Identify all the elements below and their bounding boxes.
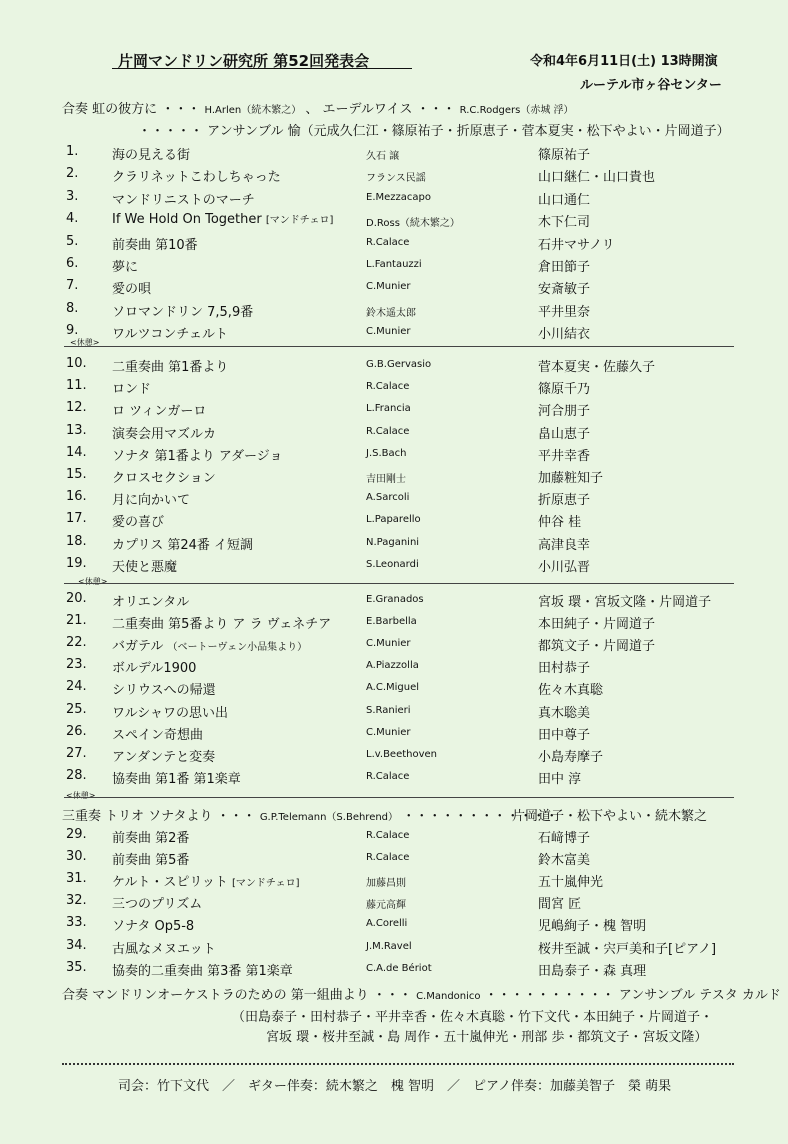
program-piece [112,960,293,979]
program-number: 14. [66,444,87,460]
program-performer: 田中 淳 [538,771,582,787]
program-performer: 木下仁司 [538,215,591,231]
program-row [0,166,788,188]
program-row [0,871,788,893]
piece-note: [マンドチェロ] [231,878,300,890]
program-number: 11. [66,378,87,394]
program-number: 12. [66,400,87,416]
program-number: 5. [66,233,79,249]
program-composer: E.Barbella [366,616,417,628]
piece-title: 海の見える街 [112,148,191,163]
program-piece [112,189,255,208]
piece-title: ソナタ Op5-8 [112,919,195,935]
program-number: 22. [66,635,87,651]
program-row [0,211,788,233]
program-composer: C.A.de Bériot [366,962,432,974]
ensemble-piece: マンドリンオーケストラのための 第一組曲より [92,988,369,1003]
piece-title: 三つのプリズム [112,897,203,913]
program-composer: C.Munier [366,638,411,650]
ensemble-piece: 虹の彼方に [92,102,158,117]
program-piece [112,489,190,508]
program-row [0,256,788,278]
program-row [0,827,788,849]
program-number: 23. [66,657,87,673]
program-performer: 宮坂 環・宮坂文隆・片岡道子 [538,595,712,610]
ensemble-members: （田島泰子・田村恭子・平井幸香・佐々木真聡・竹下文代・本田純子・片岡道子・ [232,1010,714,1025]
program-performer: 小島寿摩子 [538,749,604,765]
program-row [0,556,788,578]
program-piece [112,256,138,275]
program-performer: 都筑文子・片岡道子 [538,639,656,655]
program-performer: 山口通仁 [538,192,591,208]
program-number: 32. [66,893,87,909]
piece-title: 協奏曲 第1番 第1楽章 [112,771,241,787]
program-piece [112,511,164,530]
program-composer: D.Ross（続木繁之） [366,218,460,230]
piece-title: マンドリニストのマーチ [112,192,255,208]
program-number: 30. [66,849,87,865]
piece-title: ボルデル1900 [112,661,197,677]
program-row [0,467,788,489]
program-composer: L.v.Beethoven [366,748,438,760]
program-row [0,278,788,300]
program-piece [112,534,253,553]
program-piece [112,423,216,442]
program-performer: 仲谷 桂 [538,515,582,531]
program-row [0,511,788,533]
program-piece [112,724,203,743]
piece-title: ロンド [112,382,152,398]
program-piece [112,467,216,486]
program-piece [112,400,206,419]
event-venue: ルーテル市ヶ谷センター [580,78,722,93]
program-row [0,144,788,166]
program-performer: 倉田節子 [538,260,591,275]
program-number: 35. [66,959,87,975]
break-label: <休憩> [70,338,100,347]
program-composer: 加藤昌則 [366,878,406,890]
ensemble-piece: エーデルワイス [322,102,413,117]
program-number: 26. [66,723,87,739]
program-performer: 五十嵐伸光 [538,875,604,891]
program-number: 9. [66,323,79,339]
ensemble-composer: H.Arlen（続木繁之） [204,105,302,116]
piece-title: オリエンタル [112,595,190,610]
opening-ensemble [62,98,574,117]
program-row [0,591,788,613]
program-number: 20. [66,591,87,606]
program-row [0,189,788,211]
program-performer: 佐々木真聡 [538,683,604,699]
program-number: 24. [66,679,87,695]
ensemble-label: 合奏 [62,102,89,117]
piece-title: 前奏曲 第2番 [112,831,190,846]
program-number: 6. [66,256,79,271]
program-composer: R.Calace [366,770,410,782]
program-number: 2. [66,166,79,182]
piece-title: シリウスへの帰還 [112,683,216,699]
program-number: 10. [66,356,87,371]
program-performer: 山口継仁・山口貴也 [538,170,656,186]
program-row [0,323,788,345]
piece-title: 二重奏曲 第5番より ア ラ ヴェネチア [112,617,332,633]
program-piece [112,211,333,227]
program-composer: C.Munier [366,281,411,293]
piece-title: カプリス 第24番 イ短調 [112,537,254,553]
program-number: 8. [66,300,79,316]
footer-credits: 司会：竹下文代 ／ ギター伴奏：続木繁之 槐 智明 ／ ピアノ伴奏：加藤美智子 榮 萌果 [118,1079,672,1094]
program-composer: E.Mezzacapo [366,191,431,203]
program-piece [112,768,241,787]
program-number: 16. [66,489,87,505]
program-performer: 石﨑博子 [538,831,591,846]
program-row [0,613,788,635]
piece-title: 古風なメヌエット [112,941,216,957]
program-row [0,635,788,657]
program-performer: 河合朋子 [538,404,591,420]
trio-dots: ・・・ [216,809,256,824]
program-row [0,657,788,679]
program-piece [112,144,190,163]
piece-title: ロ ツィンガーロ [112,404,207,420]
program-composer: 鈴木遥太郎 [366,307,416,319]
program-performer: 折原恵子 [538,493,591,509]
program-piece [112,323,228,342]
program-number: 27. [66,745,87,761]
program-row [0,400,788,422]
break-label: <休憩> [66,791,96,800]
program-number: 34. [66,937,87,953]
program-row [0,423,788,445]
program-number: 31. [66,871,87,887]
program-performer: 篠原祐子 [538,148,591,163]
program-composer: E.Granados [366,594,424,605]
program-composer: A.Sarcoli [366,492,410,504]
program-composer: 吉田剛士 [366,474,406,485]
section-divider [64,346,734,347]
program-performer: 田島泰子・森 真理 [538,963,647,979]
program-number: 3. [66,188,79,204]
program-composer: R.Calace [366,236,410,248]
program-performer: 田中尊子 [538,727,591,743]
program-composer: A.Corelli [366,918,408,930]
program-performer: 菅本夏実・佐藤久子 [538,360,656,375]
program-piece [112,702,228,721]
program-performer: 児嶋絢子・槐 智明 [538,919,647,935]
piece-title: クロスセクション [112,471,216,486]
program-row [0,960,788,982]
program-composer: S.Leonardi [366,558,419,570]
program-row [0,724,788,746]
title-underline [112,68,412,69]
piece-title: アンダンテと変奏 [112,749,216,765]
piece-title: ケルト・スピリット [112,875,228,891]
closing-ensemble [62,984,781,1003]
program-composer: 久石 譲 [366,151,400,162]
program-piece [112,827,189,846]
program-composer: S.Ranieri [366,704,411,716]
piece-title: ワルシャワの思い出 [112,705,229,721]
piece-title: 協奏的二重奏曲 第3番 第1楽章 [112,963,293,979]
program-row [0,746,788,768]
ensemble-group: アンサンブル テスタ カルド [618,988,781,1003]
program-performer: 鈴木富美 [538,853,591,869]
program-title: 片岡マンドリン研究所 第52回発表会 [118,52,370,70]
program-row [0,378,788,400]
program-row [0,445,788,467]
program-piece [112,234,198,253]
program-row [0,679,788,701]
piece-title: 愛の喜び [112,515,165,531]
program-composer: L.Francia [366,403,411,415]
program-number: 17. [66,511,87,527]
trio-label: 三重奏 [62,809,102,824]
program-composer: A.Piazzolla [366,660,419,672]
ensemble-dots: ・・・ [416,102,456,117]
program-composer: フランス民謡 [366,173,426,185]
program-row [0,938,788,960]
trio-composer: G.P.Telemann（S.Behrend） [259,812,399,823]
piece-title: ワルツコンチェルト [112,327,228,343]
piece-title: 愛の唄 [112,282,152,298]
program-performer: 本田純子・片岡道子 [538,617,656,633]
program-row [0,702,788,724]
program-performer: 間宮 匠 [538,897,582,913]
program-performer: 篠原千乃 [538,382,591,398]
program-piece [112,915,194,934]
piece-title: 天使と悪魔 [112,559,178,575]
piece-note: [マンドチェロ] [265,215,334,227]
piece-title: 演奏会用マズルカ [112,426,217,442]
program-number: 18. [66,533,87,549]
program-number: 15. [66,467,87,482]
program-piece [112,746,215,765]
program-row [0,534,788,556]
piece-title: クラリネットこわしちゃった [112,170,281,186]
footer-divider [62,1063,734,1065]
program-composer: R.Calace [366,852,410,864]
program-row [0,849,788,871]
program-piece [112,378,151,397]
program-piece [112,679,216,698]
program-composer: C.Munier [366,326,411,338]
program-composer: L.Fantauzzi [366,259,422,270]
event-date: 令和4年6月11日(土) 13時開演 [530,54,718,69]
break-label: <休憩> [78,577,108,586]
program-number: 29. [66,827,87,842]
piece-title: ソナタ 第1番より アダージョ [112,448,283,464]
program-row [0,768,788,790]
program-row [0,489,788,511]
program-piece [112,938,216,957]
program-piece [112,635,307,654]
program-row [0,234,788,256]
piece-title: If We Hold On Together [112,212,262,228]
program-row [0,915,788,937]
piece-title: スペイン奇想曲 [112,727,204,743]
program-piece [112,356,228,375]
program-number: 33. [66,915,87,931]
ensemble-separator: 、 [305,102,319,117]
program-number: 25. [66,701,87,717]
program-piece [112,613,331,632]
ensemble-label: 合奏 [62,988,89,1003]
section-divider [64,583,734,584]
ensemble-composer: C.Mandonico [416,991,481,1002]
ensemble-members: 宮坂 環・桜井至誠・島 周作・五十嵐伸光・刑部 歩・都筑文子・宮坂文隆） [266,1030,708,1045]
program-composer: J.S.Bach [366,447,407,459]
program-composer: N.Paganini [366,536,420,548]
program-piece [112,871,300,890]
trio-dots: ・・・・・・・・・・・・ [402,809,559,824]
program-number: 21. [66,613,87,629]
program-performer: 平井里奈 [538,304,591,320]
program-composer: R.Calace [366,425,410,437]
program-piece [112,166,281,185]
piece-title: 前奏曲 第10番 [112,237,198,253]
program-piece [112,591,189,610]
piece-title: 月に向かいて [112,493,191,509]
program-number: 19. [66,555,87,571]
program-piece [112,657,196,676]
program-number: 7. [66,278,79,294]
program-composer: 藤元高輝 [366,900,406,912]
ensemble-composer: R.C.Rodgers（赤城 浮） [459,105,574,116]
ensemble-performers: ・・・・・ アンサンブル 愉（元成久仁江・篠原祐子・折原恵子・菅本夏実・松下やよい・片岡道子） [138,124,730,139]
program-piece [112,893,202,912]
piece-title: 前奏曲 第5番 [112,853,190,869]
program-performer: 田村恭子 [538,661,591,677]
program-composer: A.C.Miguel [366,682,420,694]
program-performer: 加藤粧知子 [538,471,604,486]
program-performer: 桜井至誠・宍戸美和子[ピアノ] [538,941,717,957]
program-performer: 小川結衣 [538,327,591,343]
program-performer: 平井幸香 [538,448,591,464]
program-number: 1. [66,144,79,159]
program-composer: R.Calace [366,830,410,841]
section-divider [64,797,734,798]
piece-title: 夢に [112,260,139,275]
program-performer: 安斎敏子 [538,282,591,298]
program-piece [112,556,177,575]
piece-title: ソロマンドリン 7,5,9番 [112,304,254,320]
program-composer: J.M.Ravel [366,940,412,952]
program-number: 4. [66,211,79,227]
program-composer: R.Calace [366,381,410,393]
program-row [0,301,788,323]
program-piece [112,301,253,320]
ensemble-dots: ・・・・・・・・・・ [484,988,615,1003]
piece-title: バガテル [112,639,164,655]
program-performer: 石井マサノリ [538,237,615,253]
program-piece [112,849,189,868]
program-composer: G.B.Gervasio [366,359,432,370]
program-row [0,893,788,915]
program-performer: 畠山恵子 [538,426,591,442]
program-row [0,356,788,378]
trio-line [62,805,558,824]
program-performer: 小川弘晋 [538,559,591,575]
piece-note: （ベートーヴェン小品集より） [167,642,308,654]
program-performer: 高津良幸 [538,537,591,553]
trio-piece: トリオ ソナタより [105,809,213,824]
program-piece [112,445,282,464]
program-piece [112,278,151,297]
ensemble-dots: ・・・ [161,102,201,117]
program-performer: 真木聡美 [538,705,591,721]
program-composer: C.Munier [366,726,411,738]
program-composer: L.Paparello [366,514,421,526]
program-number: 13. [66,422,87,438]
program-number: 28. [66,767,87,783]
trio-performers: 片岡道子・松下やよい・続木繁之 [512,809,708,824]
ensemble-dots: ・・・ [372,988,412,1003]
piece-title: 二重奏曲 第1番より [112,360,229,375]
